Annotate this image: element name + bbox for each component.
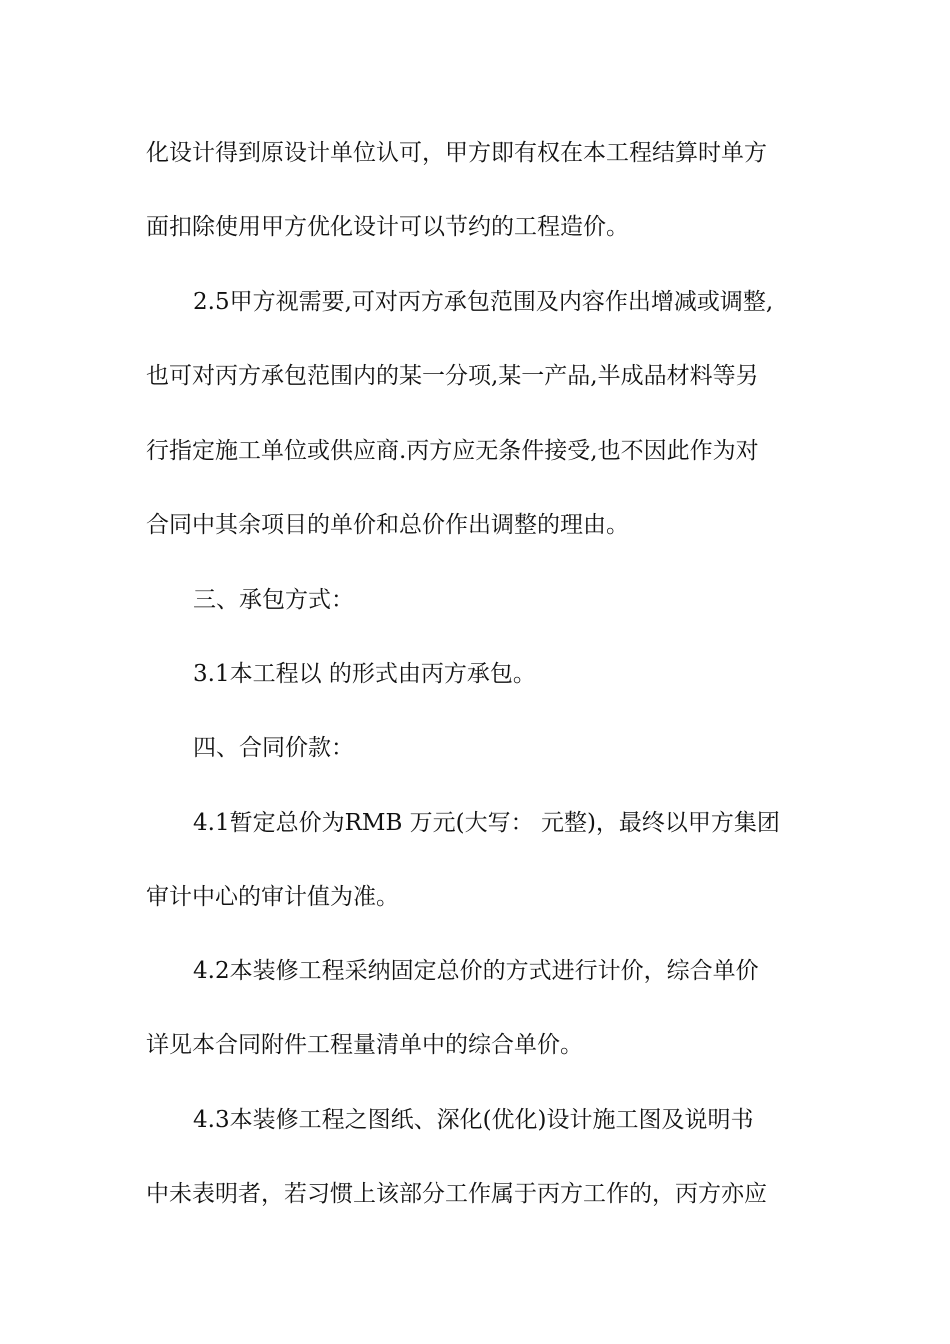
paragraph-text: 中未表明者，若习惯上该部分工作属于丙方工作的，丙方亦应	[146, 1181, 767, 1207]
clause-3-1-text: 3.1本工程以 的形式由丙方承包。	[193, 661, 536, 687]
text-line	[0, 356, 950, 396]
paragraph-text: 也可对丙方承包范围内的某一分项,某一产品,半成品材料等另	[146, 363, 759, 389]
paragraph-text: 行指定施工单位或供应商.丙方应无条件接受,也不因此作为对	[146, 438, 759, 464]
text-line	[0, 803, 950, 843]
text-line	[0, 207, 950, 247]
paragraph-text: 审计中心的审计值为准。	[146, 884, 399, 910]
clause-4-1-text: 4.1暂定总价为RMB 万元(大写： 元整)，最终以甲方集团	[193, 810, 780, 836]
text-line	[0, 951, 950, 991]
text-line	[0, 282, 950, 322]
text-line	[0, 1174, 950, 1214]
text-line	[0, 1100, 950, 1140]
paragraph-text: 详见本合同附件工程量清单中的综合单价。	[146, 1032, 583, 1058]
clause-2-5-text: 2.5甲方视需要,可对丙方承包范围及内容作出增减或调整,	[193, 289, 774, 315]
text-line	[0, 654, 950, 694]
clause-4-2-text: 4.2本装修工程采纳固定总价的方式进行计价，综合单价	[193, 958, 759, 984]
paragraph-text: 化设计得到原设计单位认可，甲方即有权在本工程结算时单方	[146, 140, 767, 166]
paragraph-text: 合同中其余项目的单价和总价作出调整的理由。	[146, 512, 629, 538]
text-line	[0, 877, 950, 917]
text-line	[0, 431, 950, 471]
section-heading-3: 三、承包方式：	[193, 587, 354, 613]
clause-4-3-text: 4.3本装修工程之图纸、深化(优化)设计施工图及说明书	[193, 1107, 754, 1133]
text-line	[0, 505, 950, 545]
paragraph-text: 面扣除使用甲方优化设计可以节约的工程造价。	[146, 214, 629, 240]
text-line	[0, 133, 950, 173]
section-heading-4: 四、合同价款：	[193, 735, 354, 761]
text-line	[0, 1025, 950, 1065]
text-line	[0, 728, 950, 768]
text-line	[0, 580, 950, 620]
